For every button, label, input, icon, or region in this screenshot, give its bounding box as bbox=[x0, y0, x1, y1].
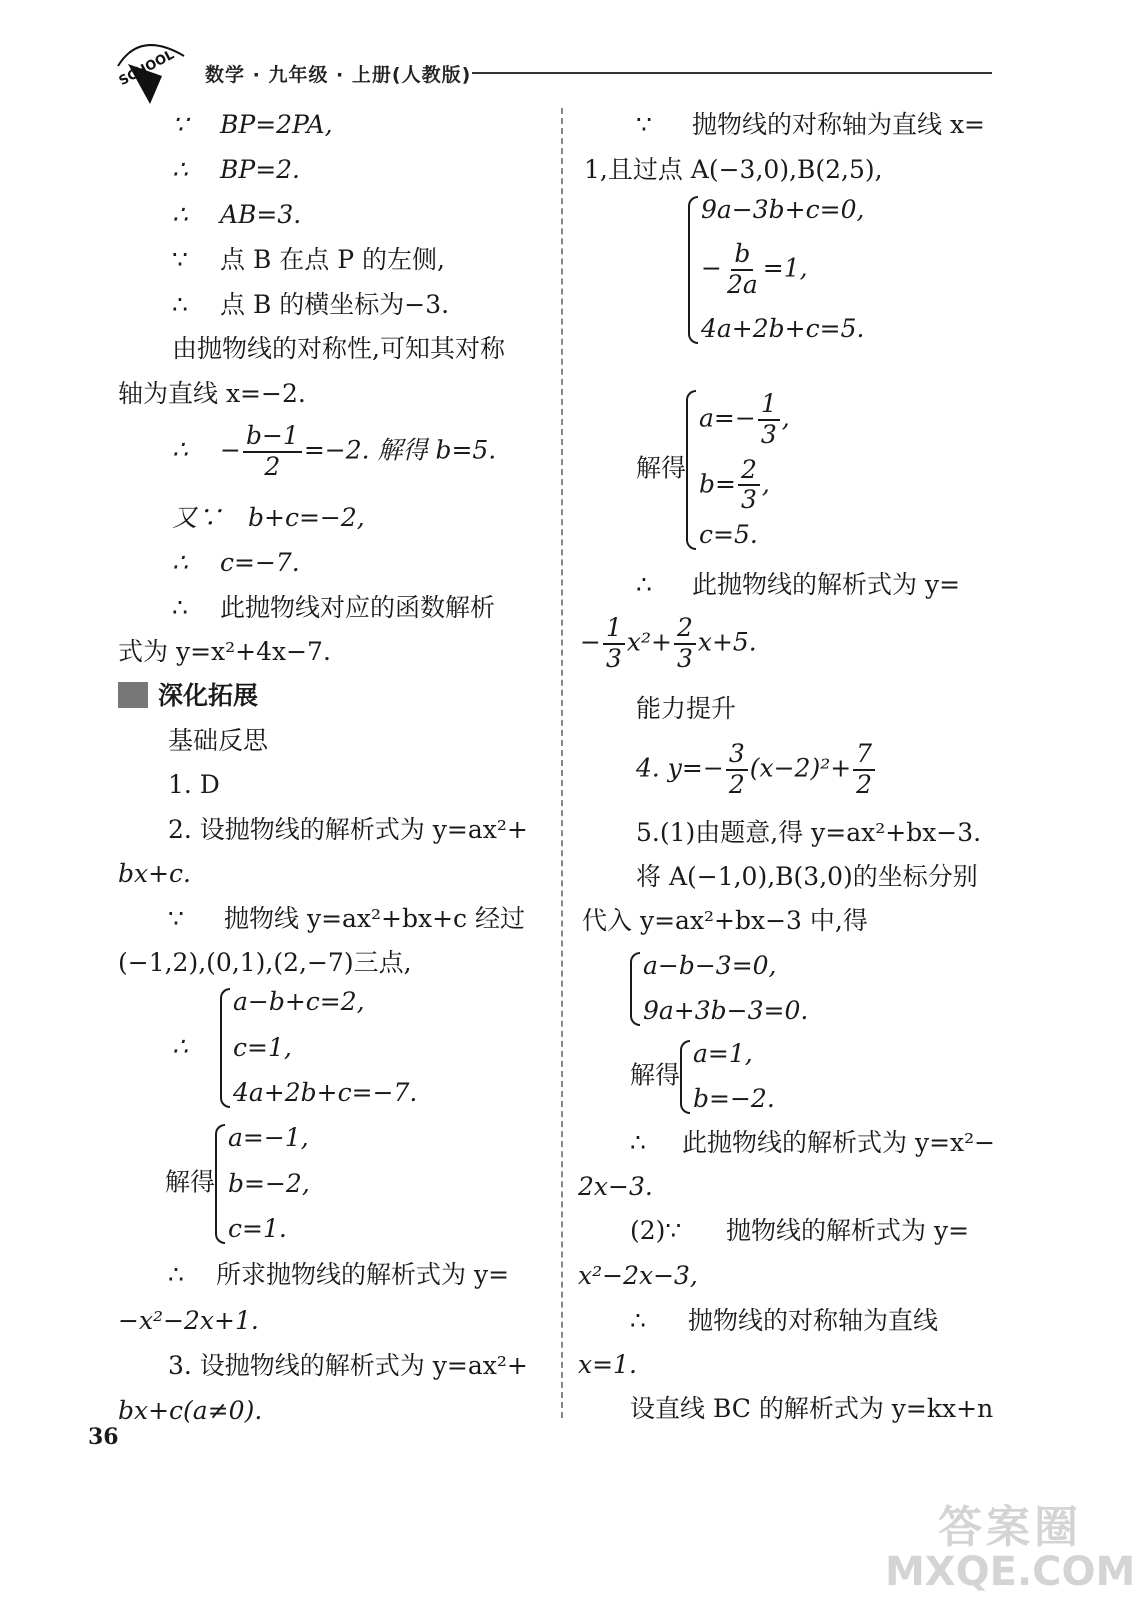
line-bp-2pa: ∵ BP=2PA, bbox=[172, 110, 333, 139]
q5-line-3: 代入 y=ax²+bx−3 中,得 bbox=[582, 906, 868, 935]
q2-line-4: (−1,2),(0,1),(2,−7)三点, bbox=[118, 948, 412, 977]
q2-line-3: ∵ 抛物线 y=ax²+bx+c 经过 bbox=[168, 904, 525, 933]
r-line-2: 1,且过点 A(−3,0),B(2,5), bbox=[584, 155, 883, 184]
section-heading: 深化拓展 bbox=[118, 676, 258, 712]
q2-line-1: 2. 设抛物线的解析式为 y=ax²+ bbox=[168, 815, 528, 844]
q5-line-7: x²−2x−3, bbox=[578, 1261, 698, 1290]
line-function-2: 式为 y=x²+4x−7. bbox=[118, 637, 331, 666]
q5-line-9: x=1. bbox=[578, 1350, 637, 1379]
r-system-4: 解得 a=− $\frac{1}{3}$ , b= $\frac{2}{3}$ , c=5. bbox=[636, 389, 790, 550]
column-divider bbox=[561, 108, 563, 1418]
q5-system-6: 解得 a=1, b=−2. bbox=[630, 1039, 775, 1114]
section-marker bbox=[118, 682, 148, 708]
line-axis: 轴为直线 x=−2. bbox=[118, 379, 306, 408]
q5-line-2: 将 A(−1,0),B(3,0)的坐标分别 bbox=[636, 862, 978, 891]
line-symmetry: 由抛物线的对称性,可知其对称 bbox=[172, 334, 505, 363]
watermark bbox=[885, 1502, 1135, 1596]
q5-line-5: 2x−3. bbox=[578, 1172, 653, 1201]
school-logo bbox=[110, 36, 190, 108]
q5-line-8: ∴ 抛物线的对称轴为直线 bbox=[630, 1306, 939, 1335]
line-ab-3: ∴ AB=3. bbox=[172, 200, 302, 229]
line-solve-b: ∴ − $\frac{b-1}{2}$ =−2. 解得 b=5. bbox=[172, 421, 497, 481]
q3-line-1: 3. 设抛物线的解析式为 y=ax²+ bbox=[168, 1351, 528, 1380]
q2-system-1: ∴ a−b+c=2, c=1, 4a+2b+c=−7. bbox=[172, 987, 418, 1108]
watermark-site: MXQE.COM bbox=[885, 1549, 1135, 1596]
subheading-basic: 基础反思 bbox=[168, 726, 269, 755]
line-function-1: ∴ 此抛物线对应的函数解析 bbox=[172, 593, 496, 622]
r-system-3: 9a−3b+c=0, − $\frac{b}{2a}$ =1, 4a+2b+c=5. bbox=[688, 196, 864, 344]
line-b-abscissa: ∴ 点 B 的横坐标为−3. bbox=[172, 290, 450, 319]
q5-line-1: 5.(1)由题意,得 y=ax²+bx−3. bbox=[636, 818, 982, 847]
r-line-4: − $\frac{1}{3}$ x²+ $\frac{2}{3}$ x+5. bbox=[580, 613, 757, 673]
q5-system-5: a−b−3=0, 9a+3b−3=0. bbox=[630, 952, 808, 1026]
r-line-1: ∵ 抛物线的对称轴为直线 x= bbox=[636, 110, 985, 139]
line-b-left-of-p: ∵ 点 B 在点 P 的左侧, bbox=[172, 245, 445, 274]
header-title: 数学 · 九年级 · 上册(人教版) bbox=[205, 64, 472, 86]
line-b-plus-c: 又∵ b+c=−2, bbox=[172, 503, 365, 532]
q5-line-4: ∴ 此抛物线的解析式为 y=x²− bbox=[630, 1128, 996, 1157]
page-number: 36 bbox=[88, 1424, 119, 1450]
line-c: ∴ c=−7. bbox=[172, 548, 300, 577]
line-bp-2: ∴ BP=2. bbox=[172, 155, 300, 184]
q2-line-5: ∴ 所求抛物线的解析式为 y= bbox=[168, 1260, 510, 1289]
q3-line-2: bx+c(a≠0). bbox=[118, 1396, 263, 1425]
q5-line-10: 设直线 BC 的解析式为 y=kx+n bbox=[630, 1394, 994, 1423]
r-line-3: ∴ 此抛物线的解析式为 y= bbox=[636, 570, 961, 599]
subheading-ability: 能力提升 bbox=[636, 694, 737, 723]
watermark-logo: 答案圈 bbox=[938, 1502, 1083, 1553]
q2-line-2: bx+c. bbox=[118, 859, 191, 888]
answer-4: 4. y=− $\frac{3}{2}$ (x−2)²+ $\frac{7}{2}$ bbox=[636, 740, 877, 800]
q5-line-6: (2)∵ 抛物线的解析式为 y= bbox=[630, 1216, 970, 1245]
svg-text:SCHOOL: SCHOOL bbox=[116, 47, 177, 90]
q2-system-2: 解得 a=−1, b=−2, c=1. bbox=[165, 1123, 310, 1244]
answer-1: 1. D bbox=[168, 770, 220, 799]
header-rule bbox=[472, 72, 992, 74]
q2-line-6: −x²−2x+1. bbox=[118, 1306, 259, 1335]
